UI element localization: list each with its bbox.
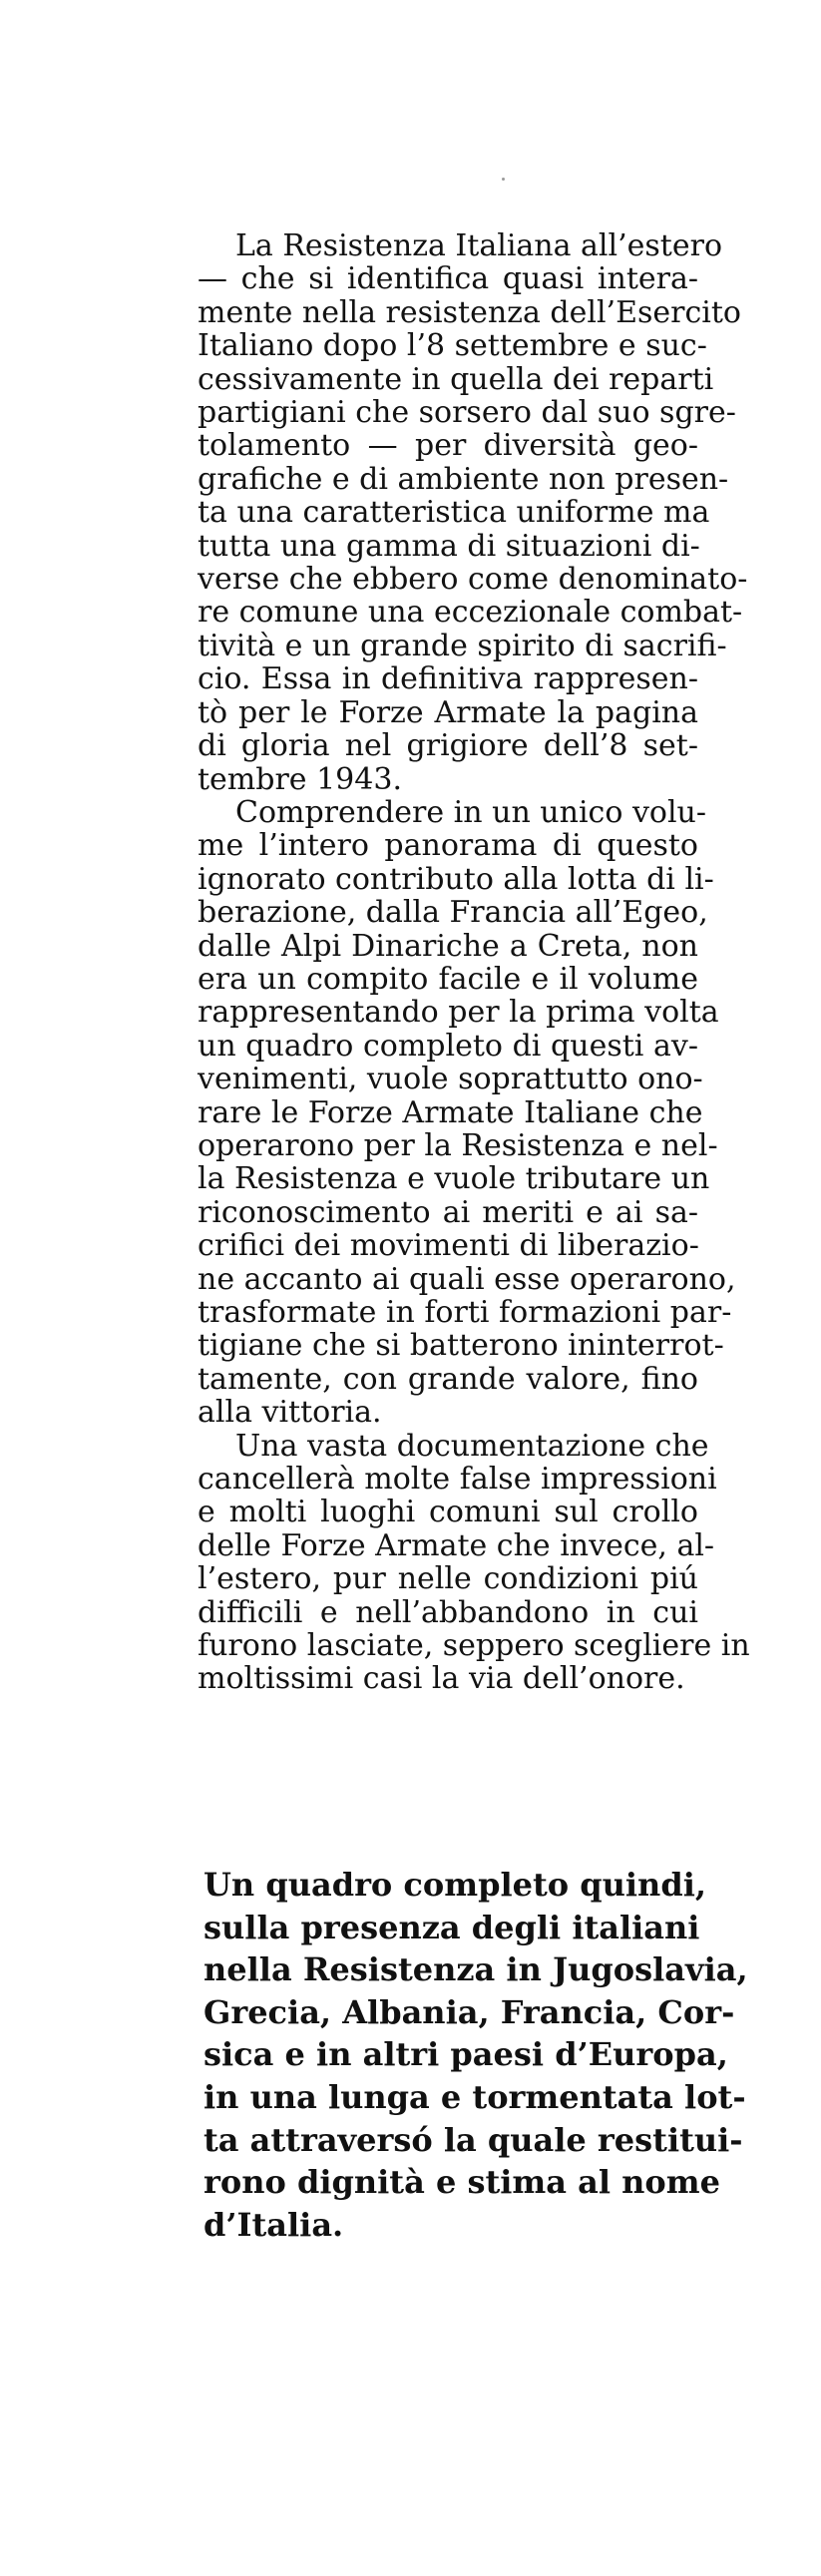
bold-line: d’Italia. bbox=[204, 2205, 344, 2244]
bold-line: nella Resistenza in Jugoslavia, bbox=[204, 1950, 748, 1989]
text-line: tembre 1943. bbox=[198, 761, 402, 797]
bold-line: ta attraversó la quale restitui- bbox=[204, 2120, 743, 2159]
paper-speck bbox=[502, 178, 505, 181]
text-line: operarono per la Resistenza e nel- bbox=[198, 1127, 718, 1163]
text-line: berazione, dalla Francia all’Egeo, bbox=[198, 895, 708, 931]
text-line: difficili e nell’abbandono in cui bbox=[198, 1594, 698, 1630]
text-line: cio. Essa in definitiva rappresen- bbox=[198, 661, 698, 697]
text-line: ne accanto ai quali esse operarono, bbox=[198, 1261, 736, 1297]
bold-line: Un quadro completo quindi, bbox=[204, 1866, 706, 1904]
text-line: un quadro completo di questi av- bbox=[198, 1028, 698, 1064]
text-line: cancellerà molte false impressioni bbox=[198, 1462, 717, 1498]
text-line: tività e un grande spirito di sacrifi- bbox=[198, 628, 727, 663]
bold-line: in una lunga e tormentata lot- bbox=[204, 2077, 746, 2116]
text-line: me l’intero panorama di questo bbox=[198, 828, 698, 864]
text-line: venimenti, vuole soprattutto ono- bbox=[198, 1062, 703, 1097]
text-line: Comprendere in un unico volu- bbox=[235, 794, 707, 830]
text-line: ta una caratteristica uniforme ma bbox=[198, 495, 710, 531]
bold-line: sulla presenza degli italiani bbox=[204, 1908, 700, 1946]
text-line: rappresentando per la prima volta bbox=[198, 995, 719, 1031]
text-line: crifici dei movimenti di liberazio- bbox=[198, 1228, 699, 1264]
text-line: rare le Forze Armate Italiane che bbox=[198, 1094, 703, 1130]
text-line: tamente, con grande valore, fino bbox=[198, 1361, 698, 1397]
text-line: La Resistenza Italiana all’estero bbox=[235, 228, 723, 263]
text-line: di gloria nel grigiore dell’8 set- bbox=[198, 728, 698, 764]
text-line: la Resistenza e vuole tributare un bbox=[198, 1161, 710, 1197]
text-line: — che si identifica quasi intera- bbox=[198, 261, 698, 297]
text-line: partigiani che sorsero dal suo sgre- bbox=[198, 395, 736, 431]
text-line: l’estero, pur nelle condizioni piú bbox=[198, 1561, 698, 1597]
text-line: re comune una eccezionale combat- bbox=[198, 595, 743, 631]
text-line: era un compito facile e il volume bbox=[198, 961, 698, 997]
text-line: riconoscimento ai meriti e ai sa- bbox=[198, 1194, 698, 1230]
bold-line: sica e in altri paesi d’Europa, bbox=[204, 2035, 728, 2074]
text-line: tigiane che si batterono ininterrot- bbox=[198, 1328, 724, 1364]
text-line: tolamento — per diversità geo- bbox=[198, 428, 698, 464]
text-line: tutta una gamma di situazioni di- bbox=[198, 528, 700, 564]
text-line: ignorato contributo alla lotta di li- bbox=[198, 861, 714, 897]
text-line: delle Forze Armate che invece, al- bbox=[198, 1527, 715, 1563]
text-line: Una vasta documentazione che bbox=[235, 1428, 709, 1464]
text-line: Italiano dopo l’8 settembre e suc- bbox=[198, 328, 707, 364]
text-line: grafiche e di ambiente non presen- bbox=[198, 461, 729, 497]
text-line: tò per le Forze Armate la pagina bbox=[198, 694, 698, 730]
text-line: dalle Alpi Dinariche a Creta, non bbox=[198, 928, 698, 964]
bold-summary bbox=[204, 1864, 748, 2246]
text-line: moltissimi casi la via dell’onore. bbox=[198, 1661, 685, 1697]
text-line: mente nella resistenza dell’Esercito bbox=[198, 294, 741, 330]
paragraph-3 bbox=[160, 1428, 750, 1697]
bold-line: rono dignità e stima al nome bbox=[204, 2163, 720, 2202]
text-line: furono lasciate, seppero scegliere in bbox=[198, 1628, 750, 1664]
text-line: verse che ebbero come denominato- bbox=[198, 562, 748, 598]
bold-line: Grecia, Albania, Francia, Cor- bbox=[204, 1992, 735, 2031]
paragraph-1 bbox=[160, 228, 748, 797]
text-line: e molti luoghi comuni sul crollo bbox=[198, 1495, 698, 1530]
text-line: trasformate in forti formazioni par- bbox=[198, 1295, 732, 1330]
text-line: cessivamente in quella dei reparti bbox=[198, 361, 714, 397]
text-line: alla vittoria. bbox=[198, 1395, 382, 1431]
body-text bbox=[160, 228, 750, 1697]
paragraph-2 bbox=[160, 794, 736, 1431]
